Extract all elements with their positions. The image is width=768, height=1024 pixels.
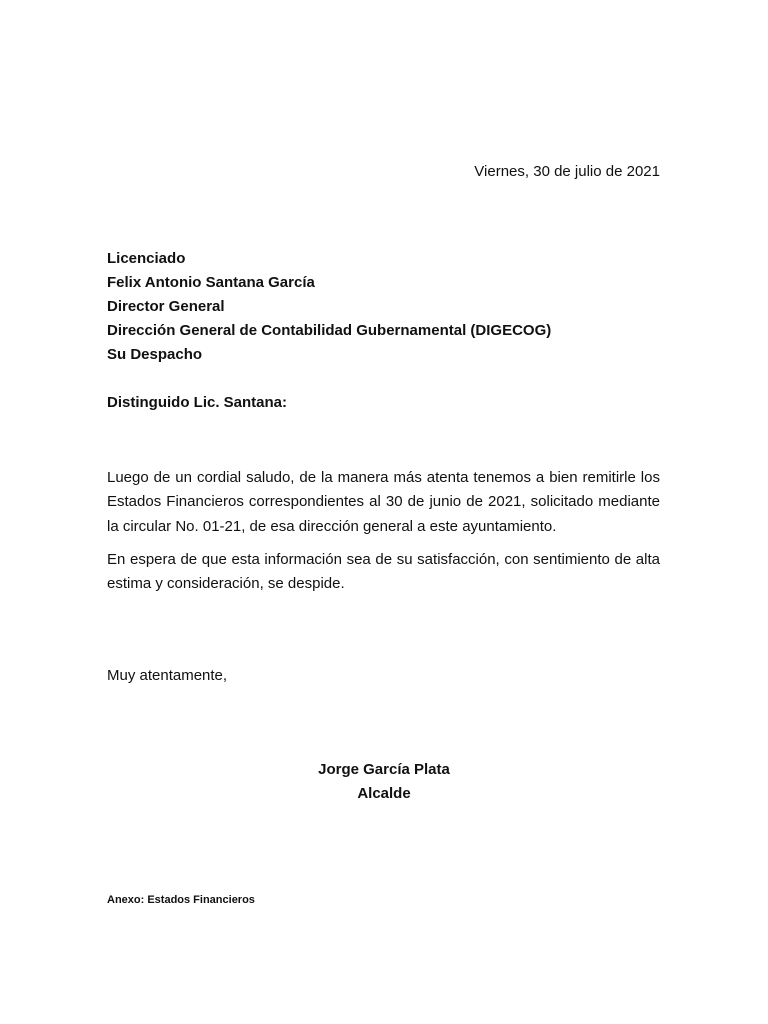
- recipient-organization: Dirección General de Contabilidad Gubernamental (DIGECOG): [107, 322, 552, 339]
- letter-date: Viernes, 30 de julio de 2021: [474, 163, 660, 180]
- annex-note: Anexo: Estados Financieros: [107, 894, 255, 906]
- signature-title: Alcalde: [357, 785, 411, 802]
- body-paragraph-1: Luego de un cordial saludo, de la manera más atenta tenemos a bien remitirle los Estados Financieros correspondientes al 30 de junio de 2021, solicitado mediante la circular No. 01-21, de esa dirección general a este ayuntamiento.: [107, 469, 660, 535]
- recipient-block: [107, 247, 551, 367]
- closing: Muy atentamente,: [107, 667, 228, 684]
- letter-body: [107, 466, 660, 605]
- recipient-position: Director General: [107, 298, 225, 315]
- recipient-name: Felix Antonio Santana García: [107, 274, 315, 291]
- signature-block: [0, 758, 768, 806]
- signature-name: Jorge García Plata: [318, 761, 450, 778]
- recipient-office: Su Despacho: [107, 346, 203, 363]
- salutation: Distinguido Lic. Santana:: [107, 394, 288, 411]
- recipient-honorific: Licenciado: [107, 250, 186, 267]
- body-paragraph-2: En espera de que esta información sea de su satisfacción, con sentimiento de alta estima y consideración, se despide.: [107, 550, 660, 593]
